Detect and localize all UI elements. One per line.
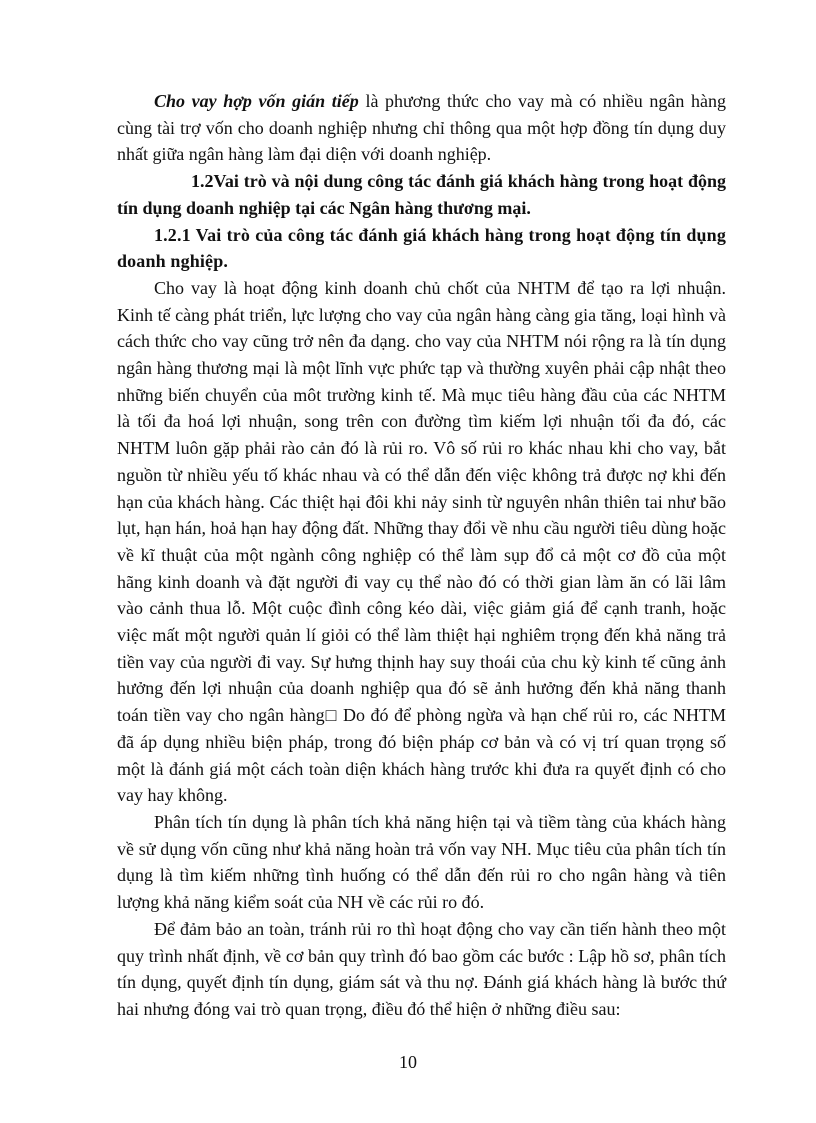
document-body [117,88,726,1023]
body-paragraph-lending-risk: Cho vay là hoạt động kinh doanh chủ chốt của NHTM để tạo ra lợi nhuận. Kinh tế càng phát triển, lực lượng cho vay của ngân hàng càng gia tăng, loại hình và cách thức cho vay cũng trở nên đa dạng. cho vay của NHTM nói rộng ra là tín dụng ngân hàng thương mại là một lĩnh vực phức tạp và thường xuyên phải cập nhật theo những biến chuyển của môt trường kinh tế. Mà mục tiêu hàng đầu của các NHTM là tối đa hoá lợi nhuận, song trên con đường tìm kiếm lợi nhuận tối đa đó, các NHTM luôn gặp phải rào cản đó là rủi ro. Vô số rủi ro khác nhau khi cho vay, bắt nguồn từ nhiều yếu tố khác nhau và có thể dẫn đến việc không trả được nợ khi đến hạn của khách hàng. Các thiệt hại đôi khi nảy sinh từ nguyên nhân thiên tai như bão lụt, hạn hán, hoả hạn hay động đất. Những thay đổi về nhu cầu người tiêu dùng hoặc về kĩ thuật của một ngành công nghiệp có thể làm sụp đổ cả một cơ đồ của một hãng kinh doanh và đặt người đi vay cụ thể nào đó có thời gian làm ăn có lãi lâm vào cảnh thua lỗ. Một cuộc đình công kéo dài, việc giảm giá để cạnh tranh, hoặc việc mất một người quản lí giỏi có thể làm thiệt hại nghiêm trọng đến khả năng trả tiền vay của người đi vay. Sự hưng thịnh hay suy thoái của chu kỳ kinh tế cũng ảnh hưởng đến lợi nhuận của doanh nghiệp qua đó sẽ ảnh hưởng đến khả năng thanh toán tiền vay cho ngân hàng□ Do đó để phòng ngừa và hạn chế rủi ro, các NHTM đã áp dụng nhiều biện pháp, trong đó biện pháp cơ bản và có vị trí quan trọng số một là đánh giá một cách toàn diện khách hàng trước khi đưa ra quyết định có cho vay hay không. [117,277,726,806]
body-paragraph-lending-process: Để đảm bảo an toàn, tránh rủi ro thì hoạt động cho vay cần tiến hành theo một quy trình nhất định, về cơ bản quy trình đó bao gồm các bước : Lập hồ sơ, phân tích tín dụng, quyết định tín dụng, giám sát và thu nợ. Đánh giá khách hàng là bước thứ hai nhưng đóng vai trò quan trọng, điều đó thể hiện ở những điều sau: [117,918,726,1019]
subsection-heading-1-2-1: 1.2.1 Vai trò của công tác đánh giá khách hàng trong hoạt động tín dụng doanh nghiệp. [117,224,726,272]
page-number: 10 [399,1052,417,1072]
body-paragraph-credit-analysis: Phân tích tín dụng là phân tích khả năng hiện tại và tiềm tàng của khách hàng về sử dụng vốn cũng như khả năng hoàn trả vốn vay NH. Mục tiêu của phân tích tín dụng là tìm kiếm những tình huống có thể dẫn đến rủi ro cho ngân hàng và tiên lượng khả năng kiểm soát của NH về các rủi ro đó. [117,811,726,913]
intro-term: Cho vay hợp vốn gián tiếp [154,91,359,111]
section-number: 1.2 [191,171,214,192]
section-title: Vai trò và nội dung công tác đánh giá khách hàng trong hoạt động tín dụng doanh nghiệp tại các Ngân hàng thương mại. [117,171,726,218]
section-heading-1-2 [117,168,726,221]
intro-text: là phương thức cho vay mà có nhiều ngân hàng cùng tài trợ vốn cho doanh nghiệp nhưng chỉ thông qua một hợp đồng tín dụng duy nhất giữa ngân hàng làm đại diện với doanh nghiệp. [117,91,727,165]
intro-paragraph [117,88,726,168]
